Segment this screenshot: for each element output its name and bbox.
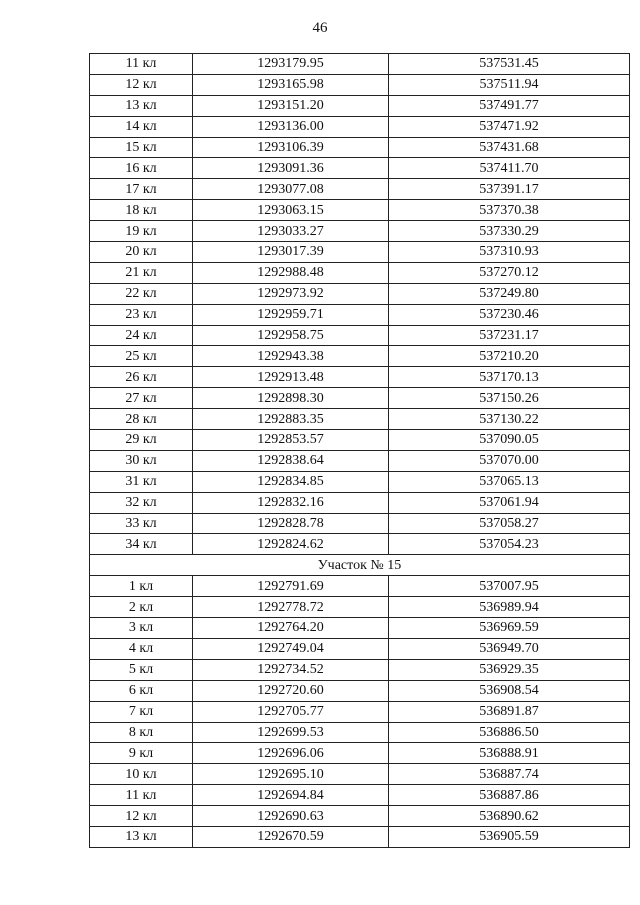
coord-x: 1292913.48 [193,367,389,388]
point-label: 6 кл [90,680,193,701]
coord-x: 1292853.57 [193,430,389,451]
point-label: 3 кл [90,618,193,639]
coord-x: 1292828.78 [193,513,389,534]
table-row [90,806,630,827]
coord-x: 1292959.71 [193,304,389,325]
coord-y: 537391.17 [389,179,630,200]
page-number: 46 [312,20,328,36]
point-label: 13 кл [90,95,193,116]
coord-x: 1292838.64 [193,450,389,471]
coord-y: 537531.45 [389,54,630,75]
coord-y: 536969.59 [389,618,630,639]
table-row [90,492,630,513]
coord-y: 537370.38 [389,200,630,221]
table-row [90,576,630,597]
table-row [90,74,630,95]
point-label: 10 кл [90,764,193,785]
table-row [90,785,630,806]
point-label: 13 кл [90,826,193,847]
point-label: 26 кл [90,367,193,388]
point-label: 8 кл [90,722,193,743]
point-label: 7 кл [90,701,193,722]
table-row [90,346,630,367]
coordinates-table-body [90,54,630,848]
table-row [90,597,630,618]
coord-y: 536890.62 [389,806,630,827]
table-row [90,200,630,221]
coord-x: 1292778.72 [193,597,389,618]
point-label: 34 кл [90,534,193,555]
coord-y: 537270.12 [389,262,630,283]
coord-x: 1293136.00 [193,116,389,137]
coord-y: 537150.26 [389,388,630,409]
coord-y: 537491.77 [389,95,630,116]
coord-y: 537431.68 [389,137,630,158]
table-row [90,54,630,75]
coord-y: 536887.74 [389,764,630,785]
coord-x: 1293091.36 [193,158,389,179]
point-label: 1 кл [90,576,193,597]
table-row [90,242,630,263]
point-label: 4 кл [90,638,193,659]
coord-y: 537411.70 [389,158,630,179]
coord-y: 536989.94 [389,597,630,618]
table-row [90,743,630,764]
table-row [90,95,630,116]
point-label: 12 кл [90,806,193,827]
coord-x: 1293077.08 [193,179,389,200]
coord-x: 1292883.35 [193,409,389,430]
coord-y: 536929.35 [389,659,630,680]
coord-x: 1292764.20 [193,618,389,639]
table-row [90,179,630,200]
table-row [90,513,630,534]
coord-x: 1292720.60 [193,680,389,701]
coord-y: 537210.20 [389,346,630,367]
point-label: 20 кл [90,242,193,263]
table-row [90,450,630,471]
coord-y: 537170.13 [389,367,630,388]
table-row [90,158,630,179]
table-row [90,116,630,137]
table-row [90,430,630,451]
coord-y: 537231.17 [389,325,630,346]
coord-y: 536887.86 [389,785,630,806]
coord-x: 1292696.06 [193,743,389,764]
point-label: 30 кл [90,450,193,471]
table-row [90,659,630,680]
coord-x: 1292824.62 [193,534,389,555]
point-label: 32 кл [90,492,193,513]
coord-x: 1292988.48 [193,262,389,283]
coord-y: 536886.50 [389,722,630,743]
coord-x: 1293063.15 [193,200,389,221]
coord-y: 537130.22 [389,409,630,430]
coord-y: 537249.80 [389,283,630,304]
point-label: 18 кл [90,200,193,221]
table-row [90,137,630,158]
table-row [90,680,630,701]
coord-y: 537007.95 [389,576,630,597]
point-label: 16 кл [90,158,193,179]
table-row [90,367,630,388]
coord-x: 1292699.53 [193,722,389,743]
table-row [90,262,630,283]
coord-x: 1293106.39 [193,137,389,158]
point-label: 9 кл [90,743,193,764]
table-row [90,722,630,743]
table-row [90,388,630,409]
coord-x: 1292670.59 [193,826,389,847]
point-label: 28 кл [90,409,193,430]
coord-y: 537230.46 [389,304,630,325]
table-row [90,283,630,304]
coordinates-table [89,53,630,848]
coord-y: 536891.87 [389,701,630,722]
coord-x: 1292690.63 [193,806,389,827]
point-label: 12 кл [90,74,193,95]
table-row [90,638,630,659]
coord-x: 1292695.10 [193,764,389,785]
table-row [90,618,630,639]
coord-y: 537065.13 [389,471,630,492]
coord-x: 1293151.20 [193,95,389,116]
table-row [90,701,630,722]
point-label: 22 кл [90,283,193,304]
point-label: 31 кл [90,471,193,492]
point-label: 5 кл [90,659,193,680]
coord-y: 537070.00 [389,450,630,471]
point-label: 25 кл [90,346,193,367]
point-label: 14 кл [90,116,193,137]
section-heading-row [90,555,630,576]
coord-y: 537511.94 [389,74,630,95]
coord-y: 536949.70 [389,638,630,659]
coord-x: 1293033.27 [193,221,389,242]
coord-y: 537058.27 [389,513,630,534]
coord-y: 537310.93 [389,242,630,263]
coord-x: 1292834.85 [193,471,389,492]
coord-x: 1292694.84 [193,785,389,806]
coord-y: 537061.94 [389,492,630,513]
coord-x: 1292791.69 [193,576,389,597]
point-label: 27 кл [90,388,193,409]
coord-x: 1293179.95 [193,54,389,75]
table-row [90,304,630,325]
point-label: 15 кл [90,137,193,158]
table-row [90,471,630,492]
table-row [90,826,630,847]
coord-x: 1292734.52 [193,659,389,680]
coord-y: 537090.05 [389,430,630,451]
point-label: 21 кл [90,262,193,283]
coord-x: 1292898.30 [193,388,389,409]
coord-x: 1292705.77 [193,701,389,722]
point-label: 33 кл [90,513,193,534]
point-label: 23 кл [90,304,193,325]
coord-x: 1292973.92 [193,283,389,304]
section-heading: Участок № 15 [90,555,630,576]
coord-y: 537054.23 [389,534,630,555]
coord-y: 537330.29 [389,221,630,242]
point-label: 11 кл [90,785,193,806]
coord-x: 1292958.75 [193,325,389,346]
table-row [90,325,630,346]
table-row [90,534,630,555]
coord-x: 1293017.39 [193,242,389,263]
coord-y: 537471.92 [389,116,630,137]
point-label: 19 кл [90,221,193,242]
table-row [90,409,630,430]
coord-x: 1292749.04 [193,638,389,659]
point-label: 17 кл [90,179,193,200]
coord-x: 1293165.98 [193,74,389,95]
coord-x: 1292832.16 [193,492,389,513]
coord-y: 536888.91 [389,743,630,764]
point-label: 11 кл [90,54,193,75]
point-label: 2 кл [90,597,193,618]
table-row [90,221,630,242]
coord-x: 1292943.38 [193,346,389,367]
coord-y: 536905.59 [389,826,630,847]
point-label: 24 кл [90,325,193,346]
table-row [90,764,630,785]
point-label: 29 кл [90,430,193,451]
coord-y: 536908.54 [389,680,630,701]
